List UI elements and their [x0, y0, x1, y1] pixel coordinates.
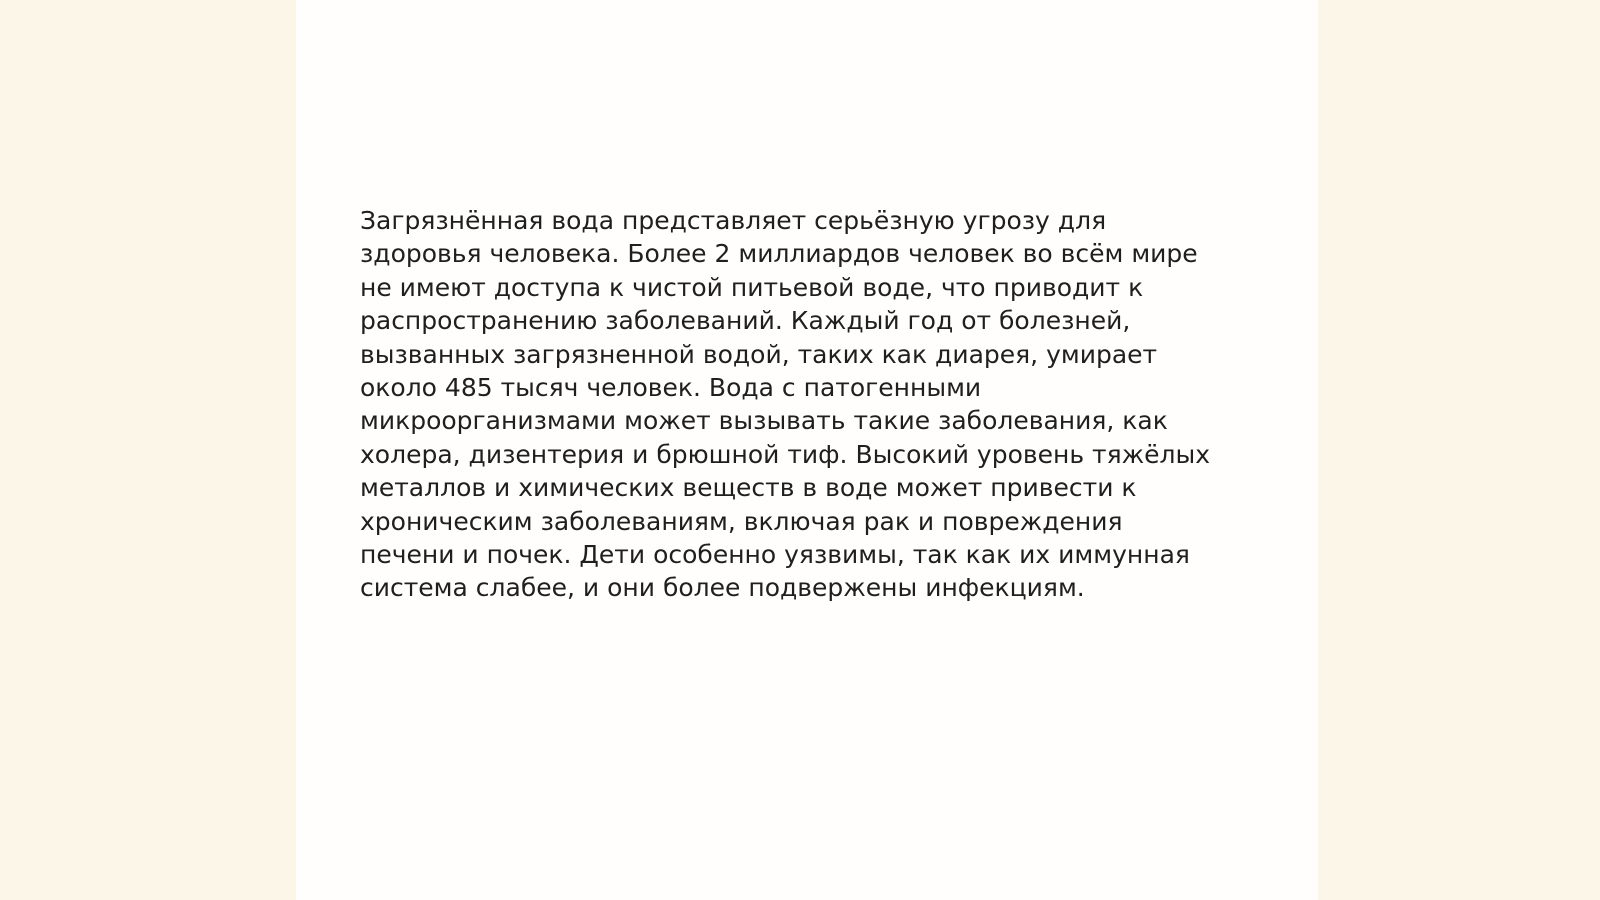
paragraph-line: здоровья человека. Более 2 миллиардов человек во всём мире [360, 239, 1198, 269]
slide-canvas [296, 0, 1318, 900]
paragraph-line: около 485 тысяч человек. Вода с патогенными [360, 373, 982, 403]
paragraph-line: не имеют доступа к чистой питьевой воде, что приводит к [360, 272, 1144, 302]
paragraph-line: распространению заболеваний. Каждый год от болезней, [360, 306, 1131, 336]
paragraph-line: Загрязнённая вода представляет серьёзную угрозу для [360, 206, 1107, 235]
body-paragraph [360, 204, 1260, 605]
paragraph-line: хроническим заболеваниям, включая рак и повреждения [360, 506, 1123, 536]
paragraph-line: холера, дизентерия и брюшной тиф. Высокий уровень тяжёлых [360, 439, 1211, 469]
paragraph-line: печени и почек. Дети особенно уязвимы, так как их иммунная [360, 540, 1190, 570]
paragraph-line: металлов и химических веществ в воде может привести к [360, 473, 1137, 503]
paragraph-line: вызванных загрязненной водой, таких как диарея, умирает [360, 339, 1158, 369]
paragraph-line: микроорганизмами может вызывать такие заболевания, как [360, 406, 1168, 436]
paragraph-line: система слабее, и они более подвержены инфекциям. [360, 573, 1085, 603]
